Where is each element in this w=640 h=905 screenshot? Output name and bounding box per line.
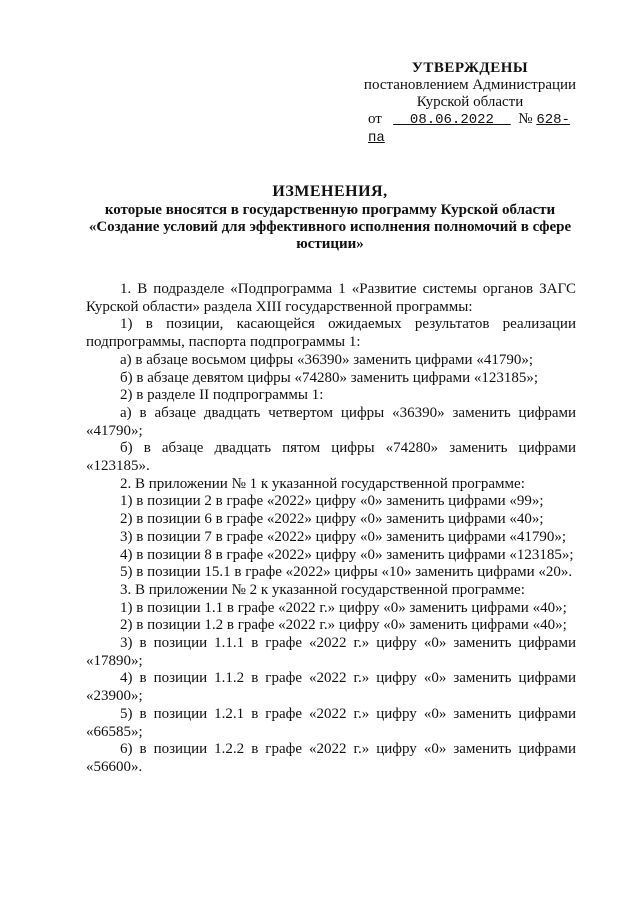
- approval-date-line: [360, 111, 580, 147]
- document-heading: [70, 183, 590, 253]
- paragraph: а) в абзаце восьмом цифры «36390» заменить цифрами «41790»;: [120, 351, 533, 368]
- approval-number: 628-па: [368, 112, 570, 146]
- paragraph: 3) в позиции 1.1.1 в графе «2022 г.» цифру «0» заменить цифрами «17890»;: [86, 635, 576, 669]
- paragraph: 2) в позиции 1.2 в графе «2022 г.» цифру «0» заменить цифрами «40»;: [120, 617, 567, 634]
- document-title: ИЗМЕНЕНИЯ,: [272, 183, 388, 200]
- approval-line-2: Курской области: [416, 94, 524, 110]
- paragraph: б) в абзаце двадцать пятом цифры «74280» заменить цифрами «123185».: [86, 440, 576, 475]
- paragraph: 4) в позиции 1.1.2 в графе «2022 г.» цифру «0» заменить цифрами «23900»;: [86, 670, 576, 705]
- paragraph: 6) в позиции 1.2.2 в графе «2022 г.» цифру «0» заменить цифрами «56600».: [86, 741, 576, 775]
- document-subtitle: которые вносятся в государственную программу Курской области «Создание условий для эффективного исполнения полномочий в сфере юстиции»: [88, 202, 572, 252]
- approval-date: 08.06.2022: [409, 112, 494, 128]
- date-prefix: от: [368, 111, 382, 127]
- document-body: [86, 281, 576, 777]
- paragraph: а) в абзаце двадцать четвертом цифры «36390» заменить цифрами «41790»;: [86, 404, 576, 439]
- paragraph: 2) в позиции 6 в графе «2022» цифру «0» заменить цифрами «40»;: [120, 511, 544, 528]
- paragraph: 1. В подразделе «Подпрограмма 1 «Развитие системы органов ЗАГС Курской области» раздела XIII государственной программы:: [86, 281, 576, 315]
- paragraph: 5) в позиции 15.1 в графе «2022» цифры «10» заменить цифрами «20».: [120, 564, 573, 581]
- paragraph: 3) в позиции 7 в графе «2022» цифру «0» заменить цифрами «41790»;: [120, 528, 567, 545]
- paragraph: 1) в позиции, касающейся ожидаемых результатов реализации подпрограммы, паспорта подпрограммы 1:: [86, 316, 576, 351]
- paragraph: 1) в позиции 1.1 в графе «2022 г.» цифру «0» заменить цифрами «40»;: [120, 599, 567, 616]
- number-prefix: №: [518, 111, 533, 127]
- paragraph: 1) в позиции 2 в графе «2022» цифру «0» заменить цифрами «99»;: [120, 493, 544, 510]
- paragraph: 2) в разделе II подпрограммы 1:: [120, 387, 324, 404]
- paragraph: 4) в позиции 8 в графе «2022» цифру «0» заменить цифрами «123185»;: [120, 546, 574, 563]
- approval-block: [360, 60, 580, 147]
- paragraph: 2. В приложении № 1 к указанной государственной программе:: [120, 475, 525, 492]
- approval-title: УТВЕРЖДЕНЫ: [411, 60, 529, 76]
- paragraph: 3. В приложении № 2 к указанной государственной программе:: [120, 581, 525, 598]
- paragraph: 5) в позиции 1.2.1 в графе «2022 г.» цифру «0» заменить цифрами «66585»;: [86, 705, 576, 740]
- paragraph: б) в абзаце девятом цифры «74280» заменить цифрами «123185»;: [120, 369, 539, 386]
- approval-line-1: постановлением Администрации: [363, 77, 577, 93]
